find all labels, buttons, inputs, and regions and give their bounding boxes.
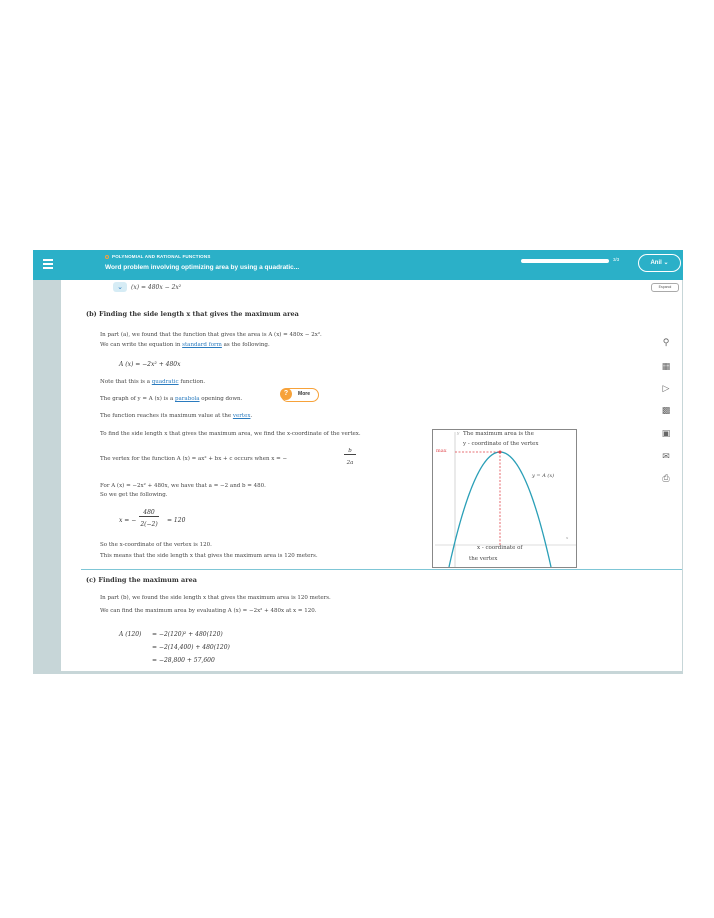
text-span: opening down. bbox=[199, 396, 243, 402]
part-b-line4 bbox=[100, 396, 242, 402]
table-icon[interactable]: ▩ bbox=[661, 406, 671, 416]
part-c-eq-row1: = −2(120)² + 480(120) bbox=[152, 631, 223, 638]
more-label: More bbox=[298, 391, 310, 397]
graph-label-bottom-2: the vertex bbox=[469, 556, 498, 562]
mail-icon[interactable]: ✉ bbox=[662, 452, 670, 462]
textbook-icon[interactable]: ▣ bbox=[661, 429, 671, 439]
part-c-line1: In part (b), we found the side length x that gives the maximum area is 120 meters. bbox=[100, 595, 331, 601]
x-axis-label: x bbox=[566, 535, 569, 540]
progress-label: 3/3 bbox=[613, 257, 620, 262]
graph-label-top-2: y - coordinate of the vertex bbox=[463, 441, 539, 447]
part-b-line5 bbox=[100, 413, 252, 419]
vertex-point bbox=[499, 451, 502, 454]
eq2-rhs: = 120 bbox=[167, 517, 186, 524]
video-icon[interactable]: ▷ bbox=[662, 384, 670, 394]
part-b-line11: This means that the side length x that gives the maximum area is 120 meters. bbox=[100, 553, 318, 559]
explanation-content bbox=[61, 280, 682, 671]
graph-label-top-1: The maximum area is the bbox=[463, 431, 534, 437]
text-span: The graph of y = A (x) is a bbox=[100, 396, 175, 402]
user-name: Anil bbox=[650, 260, 662, 266]
menu-icon[interactable] bbox=[43, 259, 53, 271]
subject-text: POLYNOMIAL AND RATIONAL FUNCTIONS bbox=[112, 254, 211, 259]
chevron-down-icon: ⌄ bbox=[663, 260, 669, 266]
eq2-denominator: 2(−2) bbox=[140, 521, 158, 528]
vertex-link[interactable]: vertex bbox=[232, 413, 251, 419]
graph-label-curve: y = A (x) bbox=[532, 473, 555, 479]
top-bar bbox=[33, 250, 683, 280]
calculator-search-icon[interactable]: ⚲ bbox=[662, 338, 670, 348]
part-b-line8: For A (x) = −2x² + 480x, we have that a = −2 and b = 480. bbox=[100, 483, 266, 489]
eq2-lhs: x = − bbox=[119, 517, 137, 524]
part-b-line2 bbox=[100, 342, 270, 348]
part-c-heading: (c) Finding the maximum area bbox=[86, 576, 198, 584]
text-span: The function reaches its maximum value at the bbox=[100, 413, 233, 419]
page-title: Word problem involving optimizing area by using a quadratic... bbox=[105, 264, 300, 271]
part-b-line1: In part (a), we found that the function that gives the area is A (x) = 480x − 2x². bbox=[100, 332, 322, 338]
part-b-line6: To find the side length x that gives the maximum area, we find the x-coordinate of the vertex. bbox=[100, 431, 361, 437]
fraction-denominator: 2a bbox=[346, 460, 354, 466]
equation-standard-form: A (x) = −2x² + 480x bbox=[119, 361, 181, 368]
part-b-line7: The vertex for the function A (x) = ax² + bx + c occurs when x = − bbox=[100, 456, 288, 462]
text-span: as the following. bbox=[221, 342, 270, 348]
fraction-numerator: b bbox=[344, 448, 356, 455]
user-menu-button[interactable] bbox=[638, 254, 681, 272]
part-c-eq-lhs: A (120) bbox=[119, 631, 142, 638]
text-span: function. bbox=[178, 379, 206, 385]
text-span: We can write the equation in bbox=[100, 342, 183, 348]
graph-label-max: max bbox=[436, 448, 447, 454]
quadratic-link[interactable]: quadratic bbox=[151, 379, 179, 385]
y-axis-label: y bbox=[457, 430, 460, 435]
subject-label bbox=[105, 254, 211, 259]
standard-form-link[interactable]: standard form bbox=[182, 342, 222, 348]
part-c-eq-row2: = −2(14,400) + 480(120) bbox=[152, 644, 230, 651]
progress-fill bbox=[522, 260, 608, 262]
part-c-line2: We can find the maximum area by evaluating A (x) = −2x² + 480x at x = 120. bbox=[100, 608, 317, 614]
part-b-line3 bbox=[100, 379, 205, 385]
part-b-line10: So the x-coordinate of the vertex is 120. bbox=[100, 542, 212, 548]
collapsed-equation: (x) = 480x − 2x² bbox=[131, 284, 182, 291]
text-span: . bbox=[250, 413, 253, 419]
espanol-button[interactable]: Espanol bbox=[651, 283, 679, 292]
chevron-down-icon[interactable]: ⌄ bbox=[113, 282, 127, 292]
part-b-line9: So we get the following. bbox=[100, 492, 168, 498]
text-span: Note that this is a bbox=[100, 379, 152, 385]
parabola-graph bbox=[432, 429, 577, 568]
progress-bar bbox=[521, 259, 609, 263]
circle-icon bbox=[105, 255, 109, 259]
part-c-eq-row3: = −28,800 + 57,600 bbox=[152, 657, 215, 664]
print-icon[interactable]: ⎙ bbox=[662, 474, 670, 484]
parabola-link[interactable]: parabola bbox=[174, 396, 200, 402]
divider bbox=[81, 569, 682, 570]
eq2-numerator: 480 bbox=[139, 509, 159, 517]
calculator-icon[interactable]: ▦ bbox=[661, 362, 671, 372]
part-b-heading: (b) Finding the side length x that gives the maximum area bbox=[86, 310, 299, 318]
question-icon: ? bbox=[280, 388, 292, 400]
graph-label-bottom-1: x - coordinate of bbox=[477, 545, 523, 551]
more-button[interactable] bbox=[281, 388, 319, 402]
